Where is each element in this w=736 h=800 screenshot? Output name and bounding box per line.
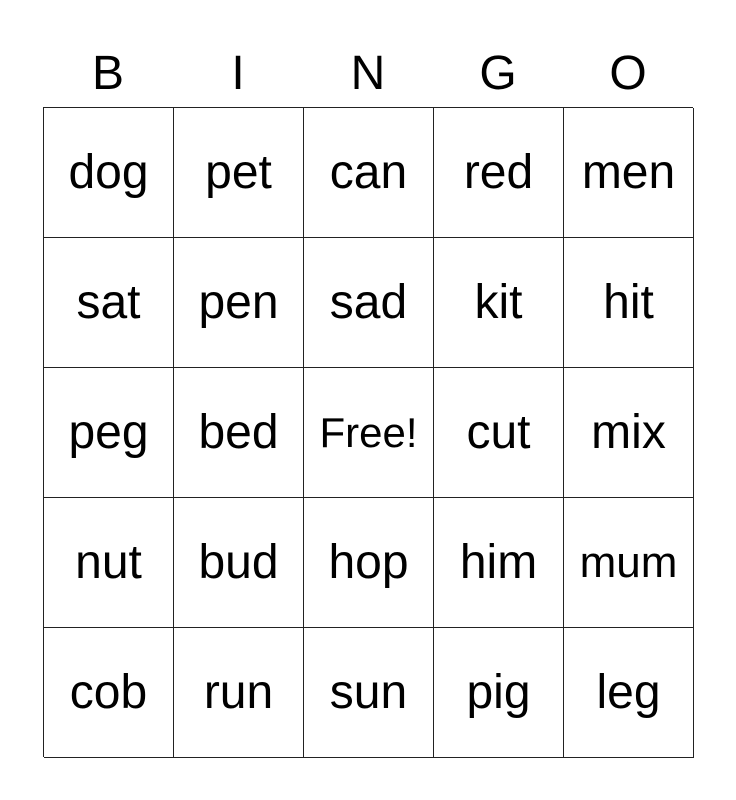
bingo-cell[interactable]: cut bbox=[434, 368, 564, 498]
bingo-cell[interactable]: peg bbox=[44, 368, 174, 498]
bingo-cell[interactable]: kit bbox=[434, 238, 564, 368]
bingo-cell[interactable]: leg bbox=[564, 628, 694, 758]
bingo-header bbox=[43, 40, 693, 108]
bingo-cell[interactable]: nut bbox=[44, 498, 174, 628]
header-letter-b: B bbox=[91, 47, 124, 100]
bingo-cell[interactable]: mix bbox=[564, 368, 694, 498]
bingo-cell[interactable]: bud bbox=[174, 498, 304, 628]
header-letter-o: O bbox=[609, 47, 647, 100]
bingo-cell[interactable]: cob bbox=[44, 628, 174, 758]
free-space-cell[interactable]: Free! bbox=[304, 368, 434, 498]
bingo-cell[interactable]: run bbox=[174, 628, 304, 758]
bingo-cell[interactable]: red bbox=[434, 108, 564, 238]
bingo-cell[interactable]: dog bbox=[44, 108, 174, 238]
bingo-cell[interactable]: hop bbox=[304, 498, 434, 628]
bingo-cell[interactable]: him bbox=[434, 498, 564, 628]
bingo-cell[interactable]: pen bbox=[174, 238, 304, 368]
bingo-cell[interactable]: mum bbox=[564, 498, 694, 628]
bingo-cell[interactable]: hit bbox=[564, 238, 694, 368]
bingo-cell[interactable]: can bbox=[304, 108, 434, 238]
bingo-cell[interactable]: sat bbox=[44, 238, 174, 368]
bingo-cell[interactable]: sun bbox=[304, 628, 434, 758]
bingo-cell[interactable]: bed bbox=[174, 368, 304, 498]
header-letter-n: N bbox=[350, 47, 386, 100]
bingo-cell[interactable]: pet bbox=[174, 108, 304, 238]
bingo-cell[interactable]: sad bbox=[304, 238, 434, 368]
bingo-board bbox=[43, 107, 693, 757]
header-letter-g: G bbox=[479, 47, 517, 100]
bingo-cell[interactable]: men bbox=[564, 108, 694, 238]
header-letter-i: I bbox=[231, 47, 245, 100]
bingo-cell[interactable]: pig bbox=[434, 628, 564, 758]
